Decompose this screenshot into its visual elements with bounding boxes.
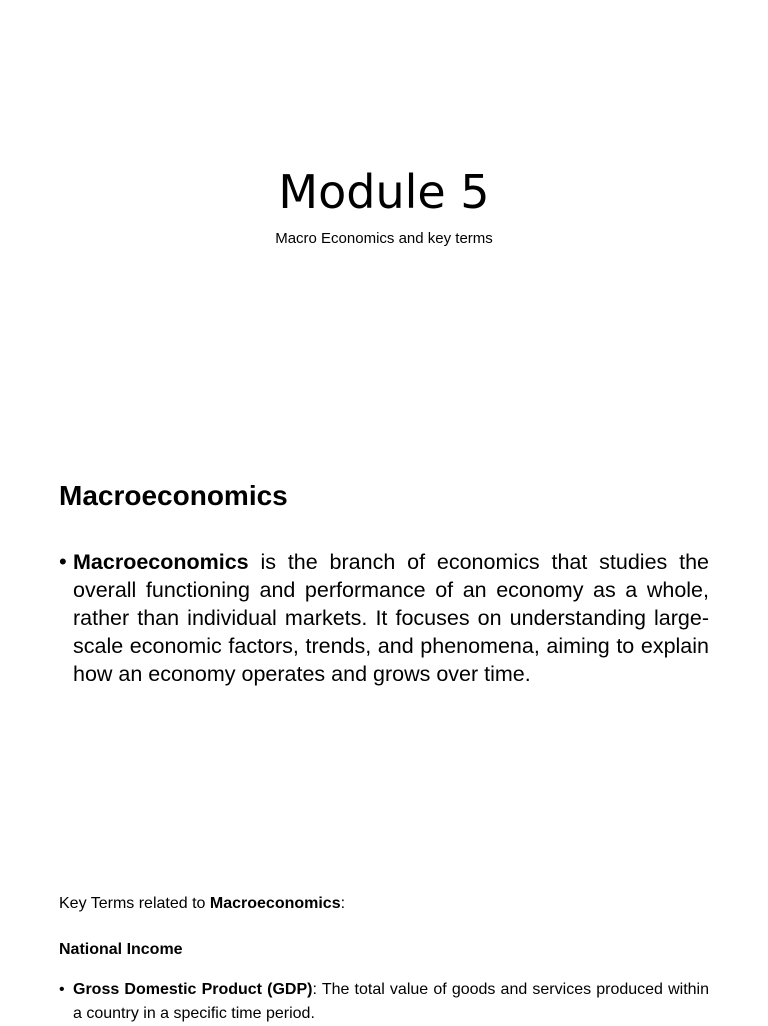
- bullet-item-macroeconomics: [59, 548, 709, 688]
- key-terms-suffix: :: [340, 895, 346, 912]
- gdp-bullet-marker: •: [59, 981, 65, 998]
- bullet-body: is the branch of economics that studies the overall functioning and performance of an economy as a whole, rather than individual markets. It focuses on understanding large-scale economic factors, trends, and phenomena, aiming to explain how an economy operates and grows over time.: [73, 550, 709, 686]
- key-terms-intro: [59, 893, 345, 915]
- key-terms-prefix: Key Terms related to: [59, 895, 210, 912]
- section-heading-macroeconomics: Macroeconomics: [59, 480, 288, 511]
- gdp-term: Gross Domestic Product (GDP): [73, 981, 313, 998]
- gdp-separator: :: [312, 981, 317, 998]
- bullet-term: Macroeconomics: [73, 550, 249, 574]
- gdp-paragraph: [73, 978, 709, 1026]
- bullet-item-gdp: [59, 978, 709, 1026]
- bullet-marker: •: [59, 549, 67, 574]
- key-terms-term: Macroeconomics: [209, 895, 341, 912]
- page-subtitle: Macro Economics and key terms: [275, 230, 493, 247]
- page-title: Module 5: [278, 165, 490, 219]
- national-income-heading: National Income: [59, 941, 183, 958]
- gdp-body: The total value of goods and services produced within a country in a specific time period.: [73, 981, 710, 1022]
- bullet-paragraph: [73, 548, 709, 688]
